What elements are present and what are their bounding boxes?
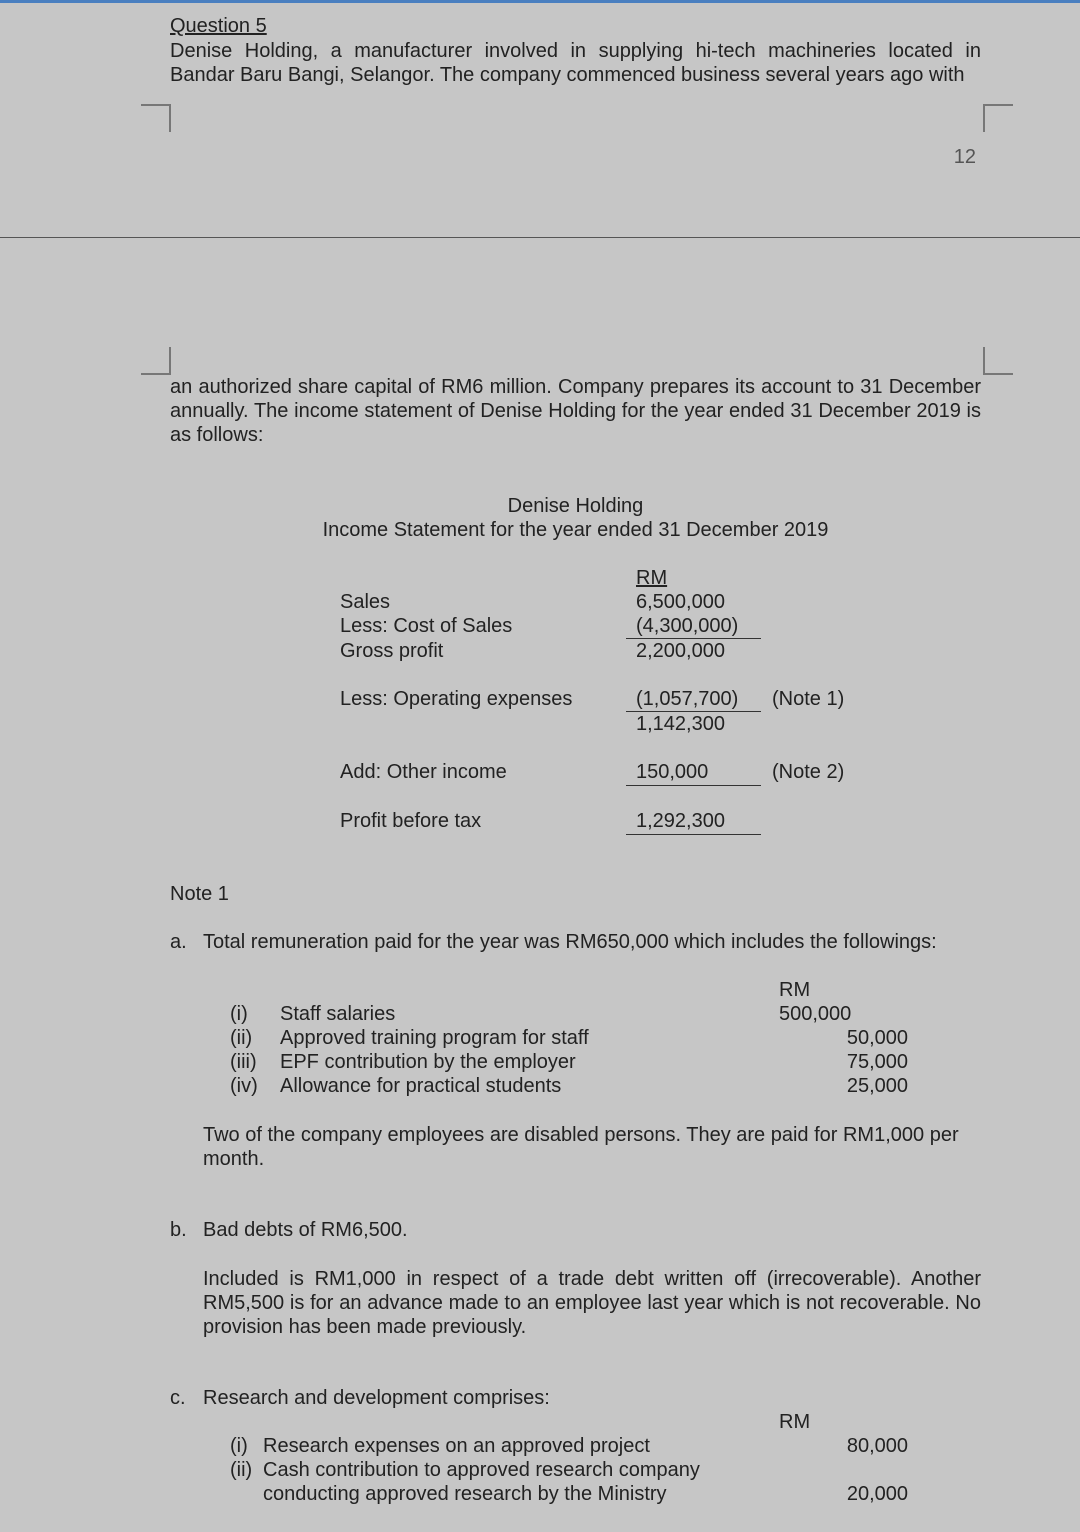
- margin-corner-bottom-left: [141, 347, 171, 375]
- underline-gross: [626, 638, 761, 639]
- bad-debts-detail: Included is RM1,000 in respect of a trade debt written off (irrecoverable). Another RM5,500 is for an advance made to an employee last year which is not recoverable. No provision has been made previously.: [203, 1268, 981, 1338]
- note1-c-currency: RM: [779, 1411, 811, 1433]
- cost-of-sales-text: : Cost of Sales: [382, 615, 513, 637]
- a-item-2-value: 50,000: [846, 1027, 908, 1049]
- note1-c-marker: c.: [170, 1387, 186, 1409]
- page-number: 12: [953, 146, 976, 168]
- note1-a-text: Total remuneration paid for the year was RM650,000 which includes the followings:: [203, 931, 937, 953]
- c-item-2-value: 20,000: [846, 1483, 908, 1505]
- statement-company: Denise Holding: [507, 495, 644, 517]
- subtotal-value: 1,142,300: [636, 713, 725, 735]
- a-item-4-num: (iv): [230, 1075, 258, 1097]
- sales-label: Sales: [340, 591, 391, 613]
- underline-pbt: [626, 834, 761, 835]
- other-income-text: : Other income: [375, 761, 507, 783]
- a-item-2-label: Approved training program for staff: [280, 1027, 589, 1049]
- c-item-1-num: (i): [230, 1435, 248, 1457]
- cost-of-sales-label: [340, 615, 512, 638]
- underline-opex: [626, 711, 761, 712]
- sales-value: 6,500,000: [636, 591, 725, 613]
- a-item-1-num: (i): [230, 1003, 248, 1025]
- opex-value: (1,057,700): [636, 688, 739, 710]
- c-item-2-num: (ii): [230, 1459, 253, 1481]
- top-border: [0, 0, 1080, 3]
- opex-prefix: Less: [340, 688, 383, 710]
- gross-profit-value: 2,200,000: [636, 640, 725, 662]
- a-item-3-label: EPF contribution by the employer: [280, 1051, 576, 1073]
- cost-of-sales-value: (4,300,000): [636, 615, 739, 637]
- opex-text: : Operating expenses: [382, 688, 573, 710]
- opex-note: (Note 1): [772, 688, 845, 710]
- a-item-1-value: 500,000: [779, 1003, 852, 1025]
- a-item-4-label: Allowance for practical students: [280, 1075, 562, 1097]
- disabled-employees-text: Two of the company employees are disabled persons. They are paid for RM1,000 per month.: [203, 1124, 959, 1170]
- other-income-prefix: Add: [340, 761, 376, 783]
- a-item-1-label: Staff salaries: [280, 1003, 396, 1025]
- other-income-note: (Note 2): [772, 761, 845, 783]
- other-income-label: [340, 761, 507, 784]
- margin-corner-top-right: [983, 104, 1013, 132]
- intro-paragraph-2: an authorized share capital of RM6 million. Company prepares its account to 31 December annually. The income statement of Denise Holding for the year ended 31 December 2019 is as follows:: [170, 376, 981, 446]
- statement-title: Income Statement for the year ended 31 December 2019: [322, 519, 829, 541]
- note1-c-text: Research and development comprises:: [203, 1387, 550, 1409]
- note1-b-text: Bad debts of RM6,500.: [203, 1219, 408, 1241]
- statement-currency: RM: [636, 567, 668, 589]
- underline-other-income: [626, 785, 761, 786]
- intro-paragraph-1: Denise Holding, a manufacturer involved in supplying hi-tech machineries located in Bandar Baru Bangi, Selangor. The company commenced business several years ago with: [170, 40, 981, 86]
- c-item-2-label-cont: conducting approved research by the Ministry: [263, 1483, 667, 1505]
- opex-label: [340, 688, 572, 711]
- note1-heading: Note 1: [170, 883, 229, 905]
- margin-corner-top-left: [141, 104, 171, 132]
- page-break-line: [0, 237, 1080, 238]
- gross-profit-label: Gross profit: [340, 640, 444, 662]
- question-title: Question 5: [170, 15, 267, 37]
- other-income-value: 150,000: [636, 761, 709, 783]
- pbt-value: 1,292,300: [636, 810, 725, 832]
- c-item-1-label: Research expenses on an approved project: [263, 1435, 650, 1457]
- a-item-3-value: 75,000: [846, 1051, 908, 1073]
- a-item-2-num: (ii): [230, 1027, 253, 1049]
- note1-a-currency: RM: [779, 979, 811, 1001]
- a-item-3-num: (iii): [230, 1051, 257, 1073]
- a-item-4-value: 25,000: [846, 1075, 908, 1097]
- c-item-1-value: 80,000: [846, 1435, 908, 1457]
- note1-b-marker: b.: [170, 1219, 187, 1241]
- margin-corner-bottom-right: [983, 347, 1013, 375]
- c-item-2-label: Cash contribution to approved research company: [263, 1459, 700, 1481]
- pbt-label: Profit before tax: [340, 810, 482, 832]
- note1-a-marker: a.: [170, 931, 187, 953]
- cost-of-sales-prefix: Less: [340, 615, 383, 637]
